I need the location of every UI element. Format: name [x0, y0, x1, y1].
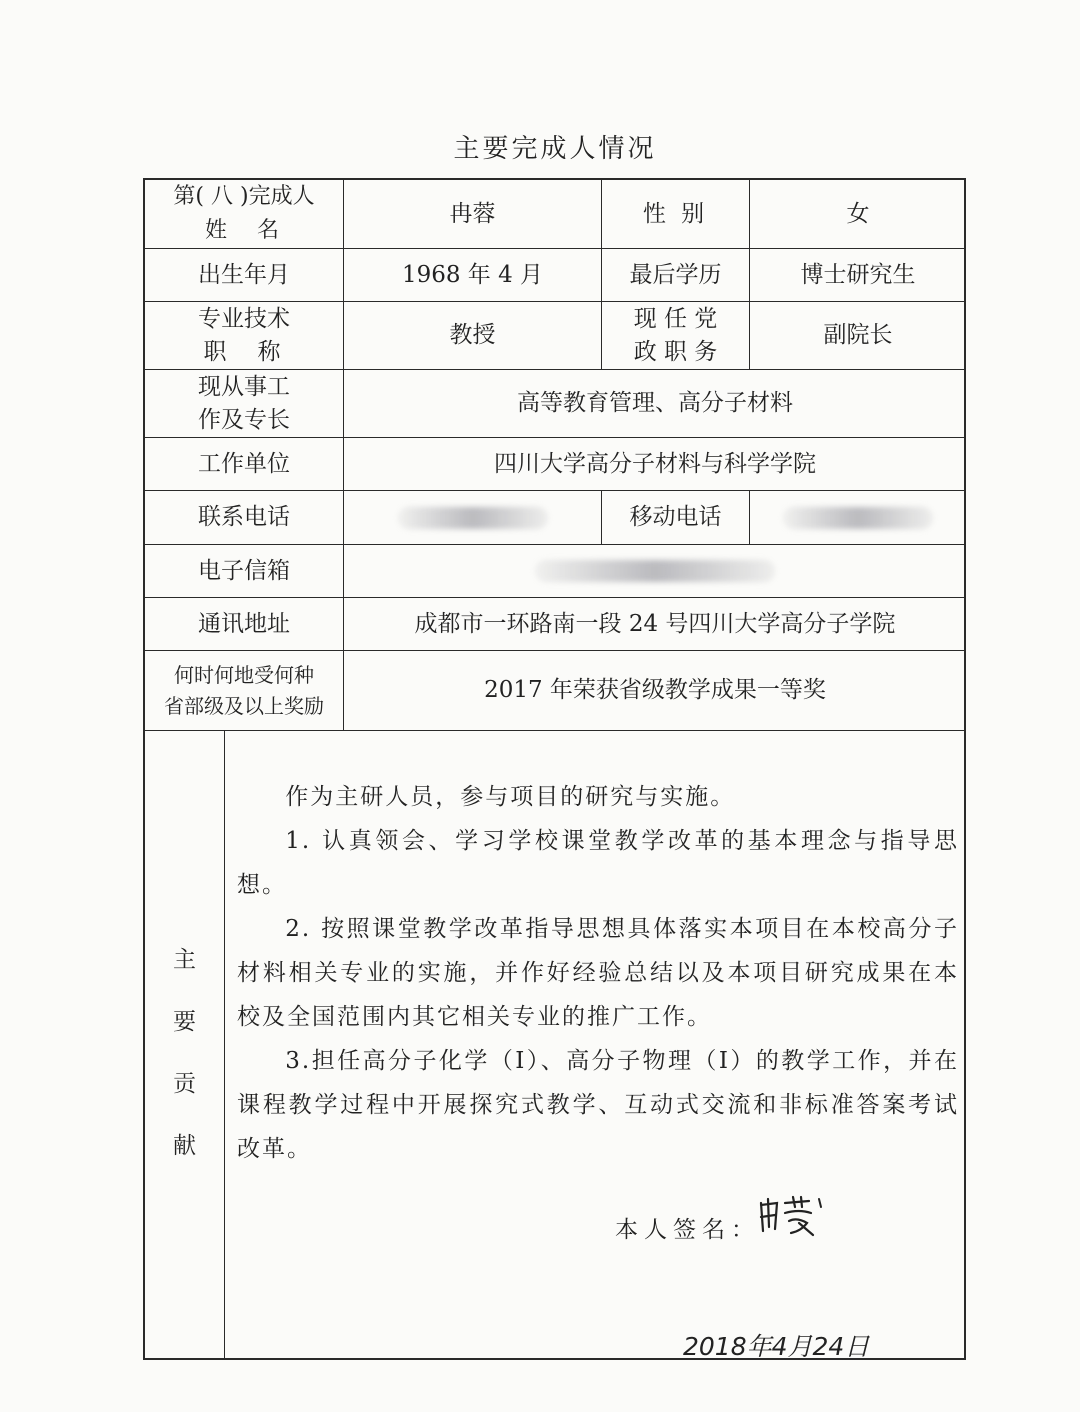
phone-value	[343, 491, 601, 544]
award-value: 2017 年荣获省级教学成果一等奖	[343, 651, 966, 730]
row-phone	[145, 491, 964, 545]
name-label: 第( 八 )完成人 姓 名	[173, 183, 315, 243]
gender-label: 性 别	[601, 180, 749, 248]
birth-label: 出生年月	[198, 261, 290, 288]
title-value: 教授	[343, 302, 601, 369]
row-unit	[145, 438, 964, 491]
edu-value: 博士研究生	[749, 249, 966, 301]
page-title: 主要完成人情况	[453, 134, 657, 164]
contribution-paragraph: 作为主研人员，参与项目的研究与实施。	[285, 784, 736, 810]
name-value: 冉蓉	[343, 180, 601, 248]
row-award	[145, 651, 964, 731]
work-value: 高等教育管理、高分子材料	[343, 370, 966, 437]
contribution-paragraph: 2. 按照课堂教学改革指导思想具体落实本项目在本校高分子材料相关专业的实施，并作好经验总结以及本项目研究成果在本校及全国范围内其它相关专业的推广工作。	[237, 916, 959, 1030]
signature-date: 2018年4月24日	[683, 1332, 870, 1361]
row-name	[145, 180, 964, 249]
mobile-label: 移动电话	[601, 491, 749, 544]
contributor-form	[143, 178, 966, 1360]
row-work	[145, 370, 964, 438]
post-label: 现 任 党 政 职 务	[601, 302, 749, 369]
contribution-paragraph: 3.担任高分子化学（I）、高分子物理（I）的教学工作，并在课程教学过程中开展探究式教学、互动式交流和非标准答案考试改革。	[237, 1048, 959, 1162]
gender-value: 女	[749, 180, 966, 248]
address-label: 通讯地址	[198, 610, 290, 637]
unit-label: 工作单位	[198, 450, 290, 477]
unit-value: 四川大学高分子材料与科学学院	[343, 438, 966, 490]
post-value: 副院长	[749, 302, 966, 369]
contribution-label-char: 主	[173, 947, 196, 973]
row-birth	[145, 249, 964, 302]
award-label: 何时何地受何种 省部级及以上奖励	[164, 662, 324, 718]
contribution-label-char: 献	[173, 1133, 196, 1159]
row-title	[145, 302, 964, 370]
row-address	[145, 598, 964, 651]
contribution-text	[237, 775, 959, 1171]
signature-scribble	[755, 1193, 835, 1239]
mobile-value	[749, 491, 966, 544]
signature-label: 本人签名：	[615, 1217, 760, 1243]
work-label: 现从事工 作及专长	[198, 374, 290, 433]
contribution-label-char: 贡	[173, 1071, 196, 1097]
contribution-paragraph: 1. 认真领会、学习学校课堂教学改革的基本理念与指导思想。	[237, 828, 959, 898]
phone-label: 联系电话	[198, 504, 290, 531]
edu-label: 最后学历	[601, 249, 749, 301]
signature	[755, 1193, 835, 1243]
address-value: 成都市一环路南一段 24 号四川大学高分子学院	[343, 598, 966, 650]
redacted-email	[535, 560, 775, 582]
contribution-section	[145, 731, 964, 1361]
redacted-mobile	[783, 507, 933, 529]
redacted-phone	[398, 507, 548, 529]
email-label: 电子信箱	[198, 557, 290, 584]
row-email	[145, 545, 964, 598]
contribution-label	[145, 731, 225, 1358]
contribution-label-char: 要	[173, 1009, 196, 1035]
birth-value: 1968 年 4 月	[343, 249, 601, 301]
title-label: 专业技术 职 称	[198, 306, 290, 365]
email-value	[343, 545, 966, 597]
